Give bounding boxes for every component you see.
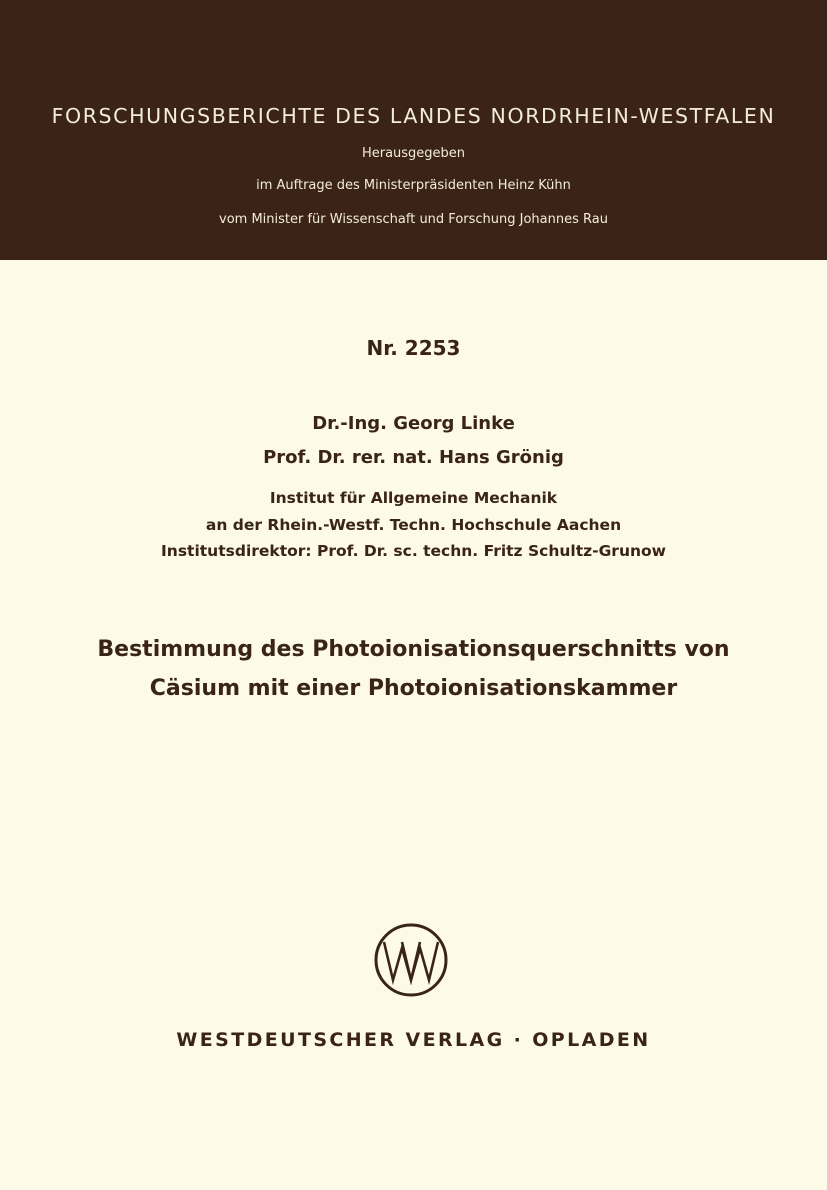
- author-2: Prof. Dr. rer. nat. Hans Grönig: [263, 447, 564, 468]
- institute-line-1: Institut für Allgemeine Mechanik: [269, 489, 558, 507]
- ww-circle-logo-icon: [373, 922, 449, 998]
- publisher-note-line-3: vom Minister für Wissenschaft und Forschung Johannes Rau: [219, 212, 608, 227]
- series-title: FORSCHUNGSBERICHTE DES LANDES NORDRHEIN-WESTFALEN: [51, 104, 776, 128]
- book-title-line-1: Bestimmung des Photoionisationsquerschnitts von: [97, 637, 730, 662]
- series-banner: [0, 0, 827, 260]
- book-title-line-2: Cäsium mit einer Photoionisationskammer: [149, 676, 678, 701]
- institute-line-3: Institutsdirektor: Prof. Dr. sc. techn. Fritz Schultz-Grunow: [161, 542, 666, 560]
- publisher-name: WESTDEUTSCHER VERLAG · OPLADEN: [176, 1029, 651, 1051]
- institute-line-2: an der Rhein.-Westf. Techn. Hochschule Aachen: [205, 516, 622, 534]
- report-number: Nr. 2253: [366, 336, 461, 360]
- publisher-note-line-1: Herausgegeben: [361, 146, 466, 161]
- publisher-note-line-2: im Auftrage des Ministerpräsidenten Heinz Kühn: [256, 178, 571, 193]
- author-1: Dr.-Ing. Georg Linke: [312, 413, 515, 434]
